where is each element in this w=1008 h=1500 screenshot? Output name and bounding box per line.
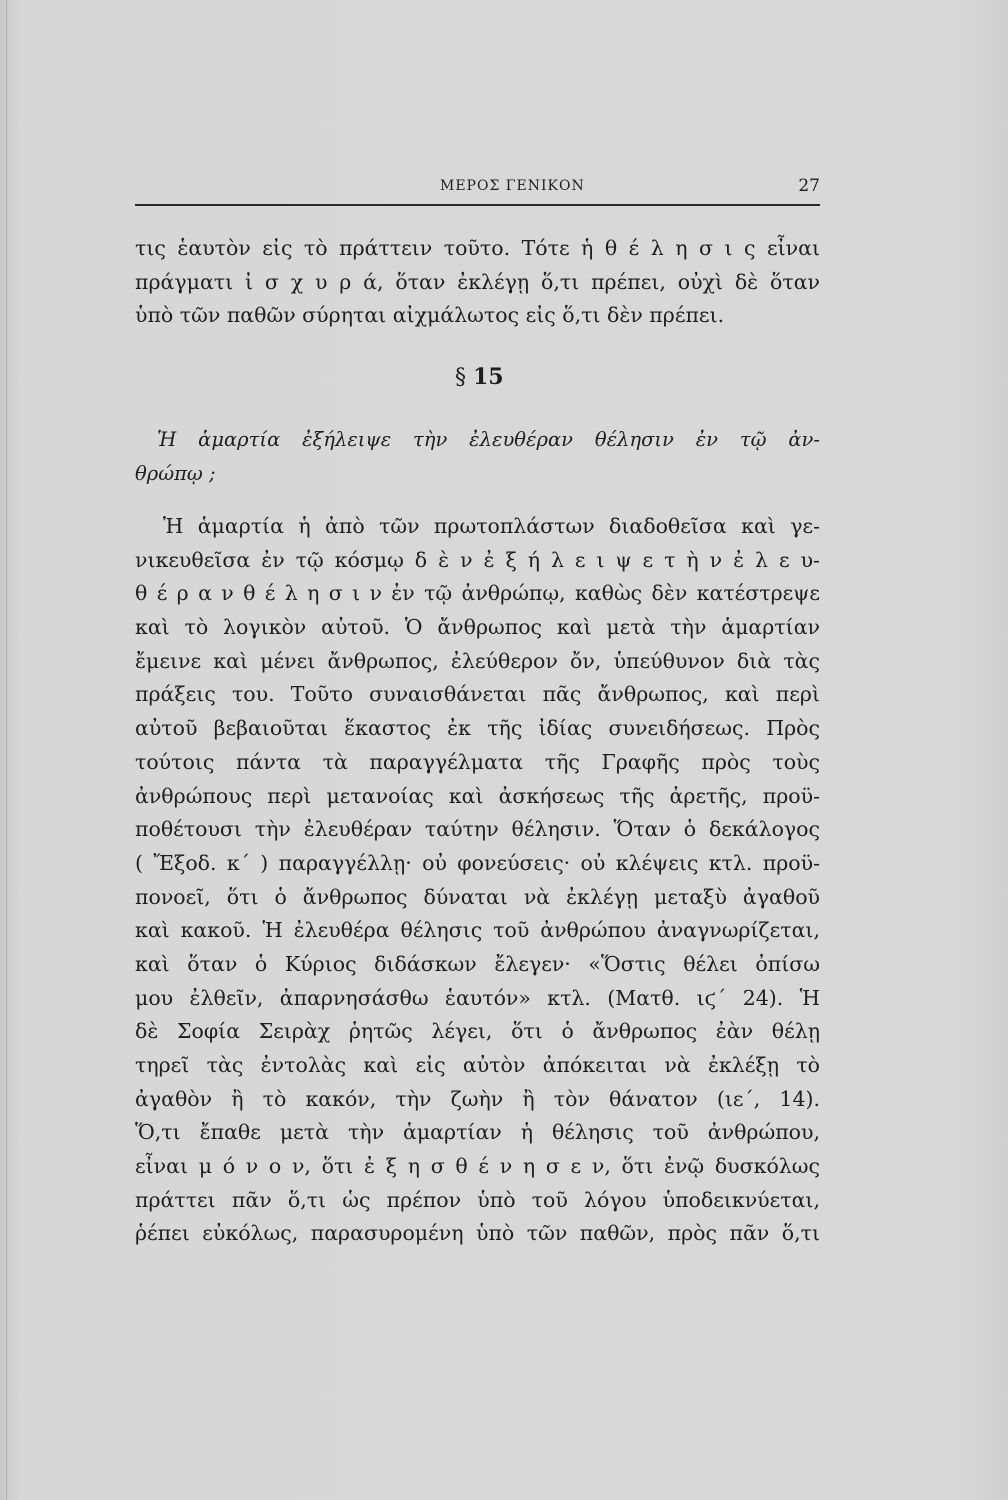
text-line: δὲ Σοφία Σειρὰχ ῥητῶς λέγει, ὅτι ὁ ἄνθρωπος ἐὰν θέλῃ [135, 1019, 820, 1044]
binding-edge [6, 0, 7, 1500]
text-line: ἔμεινε καὶ μένει ἄνθρωπος, ἐλεύθερον ὄν, ὑπεύθυνον διὰ τὰς [135, 648, 820, 673]
question-line: θρώπῳ ; [135, 462, 216, 485]
text-line: εἶναι μ ό ν ο ν, ὅτι ἐ ξ η σ θ έ ν η σ ε ν, ὅτι ἐνῷ δυσκόλως [135, 1154, 820, 1179]
text-line: αὐτοῦ βεβαιοῦται ἕκαστος ἐκ τῆς ἰδίας συνειδήσεως. Πρὸς [135, 716, 820, 741]
section-number: 15 [473, 364, 504, 390]
text-line: καὶ κακοῦ. Ἡ ἐλευθέρα θέλησις τοῦ ἀνθρώπου ἀναγνωρίζεται, [135, 918, 820, 943]
text-line: ποθέτουσι τὴν ἐλευθέραν ταύτην θέλησιν. Ὅταν ὁ δεκάλογος [135, 817, 820, 842]
text-line: ἀγαθὸν ἢ τὸ κακόν, τὴν ζωὴν ἢ τὸν θάνατον (ιε΄, 14). [135, 1086, 820, 1111]
text-line: καὶ ὅταν ὁ Κύριος διδάσκων ἔλεγεν· «Ὅστις θέλει ὀπίσω [135, 951, 820, 976]
text-line: μου ἐλθεῖν, ἀπαρνησάσθω ἑαυτόν» κτλ. (Ματθ. ιϛ΄ 24). Ἡ [135, 985, 820, 1010]
intro-paragraph [135, 232, 820, 333]
section-question [135, 423, 820, 491]
text-line: Ὅ,τι ἔπαθε μετὰ τὴν ἁμαρτίαν ἡ θέλησις τοῦ ἀνθρώπου, [135, 1120, 820, 1145]
text-line: τηρεῖ τὰς ἐντολὰς καὶ εἰς αὐτὸν ἀπόκειται νὰ ἐκλέξῃ τὸ [135, 1053, 820, 1077]
text-line: ὑπὸ τῶν παθῶν σύρηται αἰχμάλωτος εἰς ὅ,τι δὲν πρέπει. [135, 303, 725, 328]
text-line: νικευθεῖσα ἐν τῷ κόσμῳ δ ὲ ν ἐ ξ ή λ ε ι ψ ε τ ὴ ν ἐ λ ε υ- [135, 547, 820, 572]
text-line: ἀνθρώπους περὶ μετανοίας καὶ ἀσκήσεως τῆς ἀρετῆς, προϋ- [135, 783, 820, 808]
header-rule [135, 204, 820, 206]
page-number: 27 [798, 176, 820, 196]
text-line: ( Ἔξοδ. κ΄ ) παραγγέλλῃ· οὐ φονεύσεις· οὐ κλέψεις κτλ. προϋ- [135, 850, 820, 875]
section-symbol: § [455, 365, 466, 390]
running-header [135, 176, 820, 200]
text-line: πονοεῖ, ὅτι ὁ ἄνθρωπος δύναται νὰ ἐκλέγῃ μεταξὺ ἀγαθοῦ [135, 884, 820, 909]
text-line: Ἡ ἁμαρτία ἡ ἀπὸ τῶν πρωτοπλάστων διαδοθεῖσα καὶ γε- [163, 514, 820, 538]
text-line: πράξεις του. Τοῦτο συναισθάνεται πᾶς ἄνθρωπος, καὶ περὶ [135, 682, 820, 707]
header-title: ΜΕΡΟΣ ΓΕΝΙΚΟΝ [440, 178, 585, 194]
section-heading [455, 364, 504, 390]
text-line: τις ἑαυτὸν εἰς τὸ πράττειν τοῦτο. Τότε ἡ θ έ λ η σ ι ς εἶναι [135, 236, 820, 260]
text-line: πράγματι ἰ σ χ υ ρ ά, ὅταν ἐκλέγῃ ὅ,τι πρέπει, οὐχὶ δὲ ὅταν [135, 269, 820, 294]
text-line: ῥέπει εὐκόλως, παρασυρομένη ὑπὸ τῶν παθῶν, πρὸς πᾶν ὅ,τι [135, 1221, 820, 1246]
text-line: πράττει πᾶν ὅ,τι ὡς πρέπον ὑπὸ τοῦ λόγου ὑποδεικνύεται, [135, 1187, 820, 1212]
text-line: καὶ τὸ λογικὸν αὐτοῦ. Ὁ ἄνθρωπος καὶ μετὰ τὴν ἁμαρτίαν [135, 615, 820, 640]
text-line: θ έ ρ α ν θ έ λ η σ ι ν ἐν τῷ ἀνθρώπῳ, καθὼς δὲν κατέστρεψε [135, 581, 820, 606]
body-paragraph [135, 510, 820, 1251]
question-line: Ἡ ἁμαρτία ἐξήλειψε τὴν ἐλευθέραν θέλησιν ἐν τῷ ἀν- [157, 428, 820, 451]
text-line: τούτοις πάντα τὰ παραγγέλματα τῆς Γραφῆς πρὸς τοὺς [135, 749, 820, 774]
